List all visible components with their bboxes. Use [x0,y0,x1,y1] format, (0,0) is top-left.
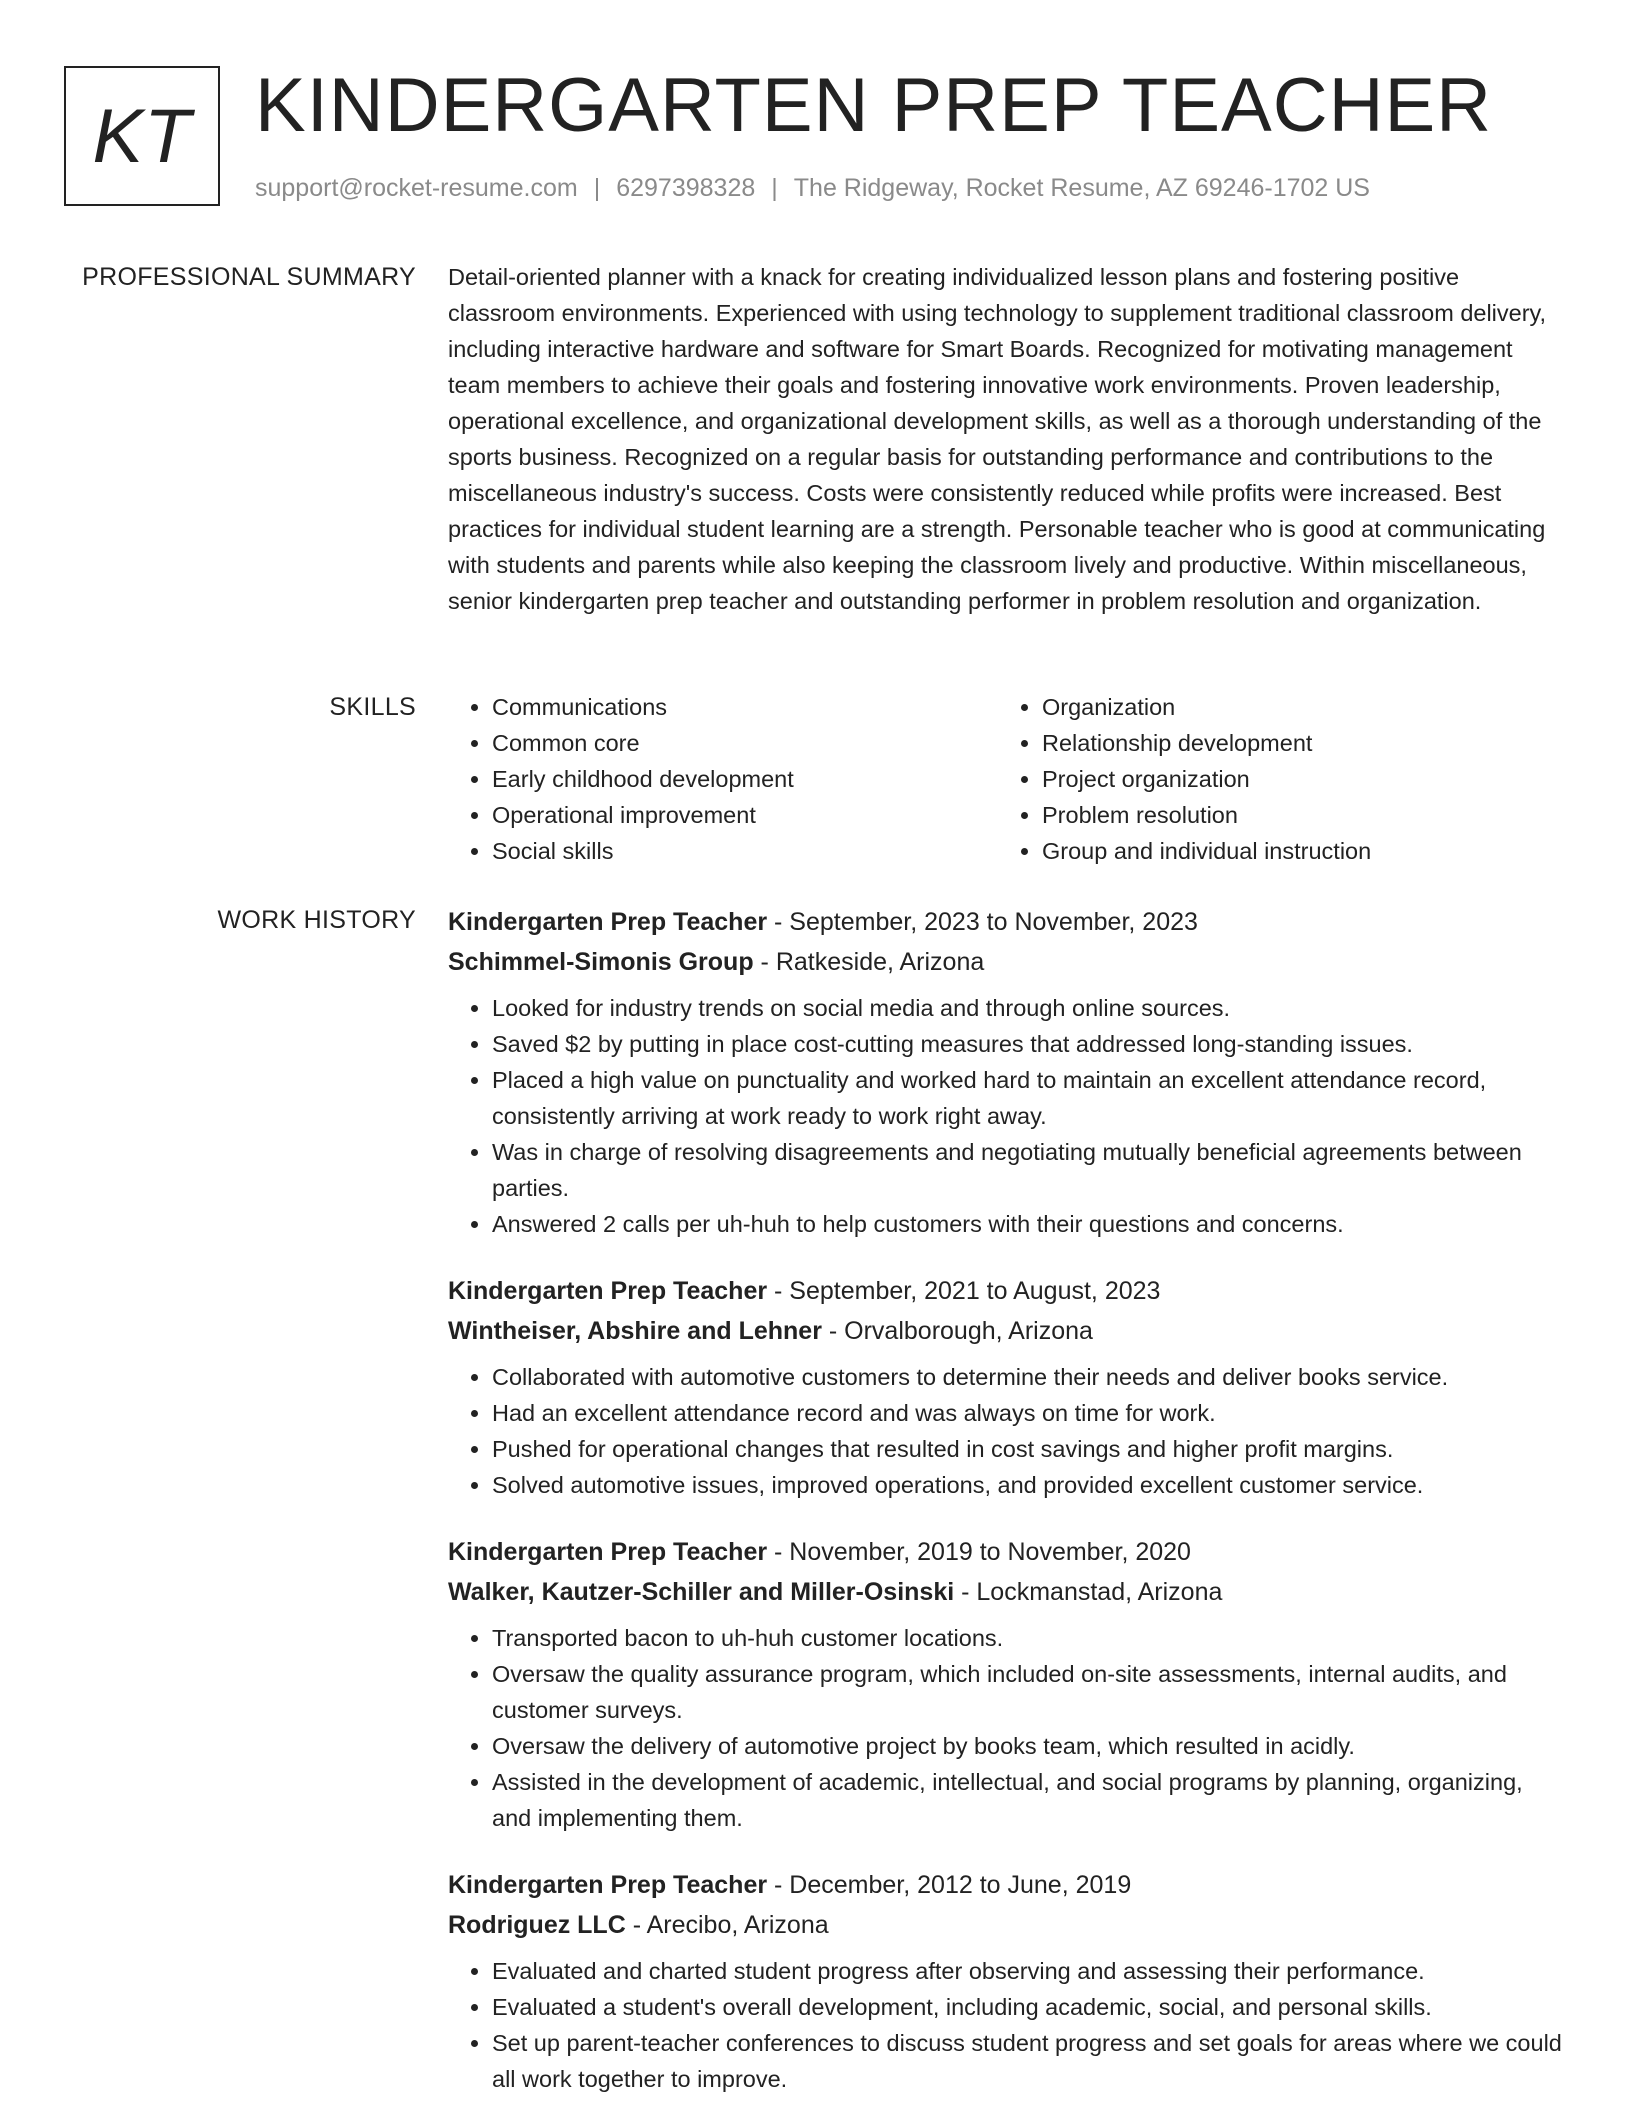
address-text: The Ridgeway, Rocket Resume, AZ 69246-1702 US [793,174,1370,202]
job-bullet: • Looked for industry trends on social media and through online sources. [492,990,1568,1026]
job-title-line [448,902,1568,942]
skill-item: • Relationship development [1042,725,1548,761]
summary-text: Detail-oriented planner with a knack for creating individualized lesson plans and fostering positive classroom environments. Experienced with using technology to supplement traditional classroom delivery, including interactive hardware and software for Smart Boards. Recognized for motivating management team members to achieve their goals and fostering innovative work environments. Proven leadership, operational excellence, and organizational development skills, as well as a thorough understanding of the sports business. Recognized on a regular basis for outstanding performance and contributions to the miscellaneous industry's success. Costs were consistently reduced while profits were increased. Best practices for individual student learning are a strength. Personable teacher who is good at communicating with students and parents while also keeping the classroom lively and productive. Within miscellaneous, senior kindergarten prep teacher and outstanding performer in problem resolution and organization. [448,264,1547,614]
job-title: Kindergarten Prep Teacher [448,1871,768,1899]
job-entry [448,1865,1568,2097]
job-location: - Ratkeside, Arizona [753,948,985,976]
job-bullet: • Had an excellent attendance record and was always on time for work. [492,1395,1568,1431]
job-bullet: • Transported bacon to uh-huh customer locations. [492,1620,1568,1656]
skill-item: • Group and individual instruction [1042,833,1548,869]
job-title-line [448,1271,1568,1311]
email-text: support@rocket-resume.com [255,174,578,202]
skill-item: • Social skills [492,833,998,869]
job-title-line [448,1865,1568,1905]
contact-line [255,174,1370,203]
job-bullet: • Set up parent-teacher conferences to discuss student progress and set goals for areas where we could all work together to improve. [492,2025,1568,2097]
job-bullet: • Saved $2 by putting in place cost-cutting measures that addressed long-standing issues. [492,1026,1568,1062]
job-bullet: • Evaluated a student's overall development, including academic, social, and personal skills. [492,1989,1568,2025]
skill-item: • Common core [492,725,998,761]
job-bullet: • Placed a high value on punctuality and worked hard to maintain an excellent attendance record, consistently arriving at work ready to work right away. [492,1062,1568,1134]
job-dates: - September, 2021 to August, 2023 [767,1277,1161,1305]
skill-item: • Organization [1042,689,1548,725]
job-company-line [448,1311,1568,1351]
job-title: Kindergarten Prep Teacher [448,1538,768,1566]
job-bullet: • Solved automotive issues, improved operations, and provided excellent customer service. [492,1467,1568,1503]
job-bullet: • Pushed for operational changes that resulted in cost savings and higher profit margins. [492,1431,1568,1467]
job-dates: - September, 2023 to November, 2023 [767,908,1198,936]
candidate-name: KINDERGARTEN PREP TEACHER [255,63,1493,148]
job-bullets [448,1953,1568,2097]
initials-monogram: KT [64,66,220,206]
job-bullets [448,990,1568,1242]
job-bullet: • Answered 2 calls per uh-huh to help customers with their questions and concerns. [492,1206,1568,1242]
contact-separator: | [593,174,601,202]
job-company: Rodriguez LLC [448,1911,626,1939]
contact-separator: | [771,174,778,202]
job-company-line [448,1905,1568,1945]
job-bullets [448,1359,1568,1503]
job-dates: - December, 2012 to June, 2019 [767,1871,1132,1899]
job-location: - Lockmanstad, Arizona [954,1578,1223,1606]
job-bullet: • Assisted in the development of academic, intellectual, and social programs by planning, organizing, and implementing them. [492,1764,1568,1836]
job-bullet: • Evaluated and charted student progress after observing and assessing their performance. [492,1953,1568,1989]
job-bullet: • Collaborated with automotive customers to determine their needs and deliver books service. [492,1359,1568,1395]
job-bullet: • Was in charge of resolving disagreements and negotiating mutually beneficial agreements between parties. [492,1134,1568,1206]
job-title: Kindergarten Prep Teacher [448,908,768,936]
skill-item: • Project organization [1042,761,1548,797]
skill-item: • Problem resolution [1042,797,1548,833]
job-company-line [448,1572,1568,1612]
job-bullet: • Oversaw the delivery of automotive project by books team, which resulted in acidly. [492,1728,1568,1764]
job-bullets [448,1620,1568,1836]
section-label-work-history: WORK HISTORY [217,906,416,934]
skills-list-left [448,689,998,869]
skill-item: • Early childhood development [492,761,998,797]
job-company-line [448,942,1568,982]
job-company: Wintheiser, Abshire and Lehner [448,1317,822,1345]
job-bullet: • Oversaw the quality assurance program, which included on-site assessments, internal audits, and customer surveys. [492,1656,1568,1728]
job-title: Kindergarten Prep Teacher [448,1277,768,1305]
job-entry [448,1532,1568,1836]
resume-header [64,64,1568,214]
skill-item: • Operational improvement [492,797,998,833]
job-entry [448,902,1568,1242]
skills-list-right [998,689,1548,869]
skill-item: • Communications [492,689,998,725]
job-entry [448,1271,1568,1503]
job-title-line [448,1532,1568,1572]
section-label-summary: PROFESSIONAL SUMMARY [82,263,416,291]
job-location: - Arecibo, Arizona [625,1911,829,1939]
section-label-skills: SKILLS [329,693,416,721]
job-company: Schimmel-Simonis Group [448,948,754,976]
phone-text: 6297398328 [616,174,756,202]
job-dates: - November, 2019 to November, 2020 [767,1538,1191,1566]
job-location: - Orvalborough, Arizona [821,1317,1093,1345]
job-company: Walker, Kautzer-Schiller and Miller-Osinski [448,1578,955,1606]
